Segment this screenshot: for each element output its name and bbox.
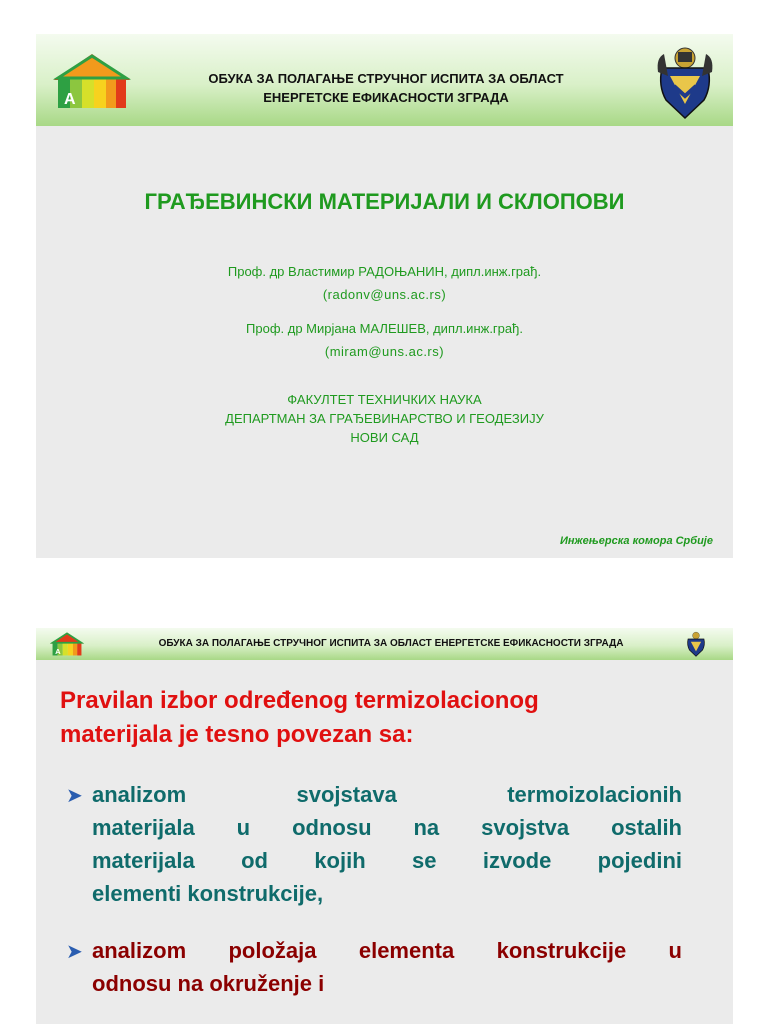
- presentation-title: ГРАЂЕВИНСКИ МАТЕРИЈАЛИ И СКЛОПОВИ: [144, 189, 625, 214]
- slide-heading-line2: materijala je tesno povezan sa:: [60, 721, 414, 748]
- institution-line2: ДЕПАРТМАН ЗА ГРАЂЕВИНАРСТВО И ГЕОДЕЗИЈУ: [225, 411, 544, 426]
- author-1-email: (radonv@uns.ac.rs): [322, 287, 447, 302]
- header-title-line2: ЕНЕРГЕТСКЕ ЕФИКАСНОСТИ ЗГРАДА: [263, 90, 509, 105]
- slide-header: [36, 34, 733, 126]
- chamber-crest-icon: [656, 46, 714, 122]
- slide-header: [36, 628, 733, 660]
- bullet-1-line1: analizom svojstava termoizolacionih: [92, 782, 682, 807]
- content-slide: [36, 628, 733, 1024]
- bullet-2-line2: odnosu na okruženje i: [92, 971, 325, 996]
- logo-letter: A: [55, 646, 61, 656]
- institution-line3: НОВИ САД: [350, 430, 419, 445]
- slide-heading: [60, 684, 700, 752]
- institution-line1: ФАКУЛТЕТ ТЕХНИЧКИХ НАУКА: [287, 392, 482, 407]
- bullet-item-2: [66, 934, 682, 1000]
- chamber-crest-icon: [686, 631, 706, 658]
- institution: [36, 390, 733, 447]
- header-title-line1: ОБУКА ЗА ПОЛАГАЊЕ СТРУЧНОГ ИСПИТА ЗА ОБЛАСТ: [208, 71, 564, 86]
- bullet-1-line3: materijala od kojih se izvode pojedini: [92, 848, 682, 873]
- energy-house-logo-icon: [52, 52, 132, 110]
- energy-house-logo-icon: [50, 631, 84, 657]
- arrow-bullet-icon: ➤: [66, 941, 83, 963]
- author-2: Проф. др Мирјана МАЛЕШЕВ, дипл.инж.грађ.: [246, 321, 523, 336]
- logo-letter: A: [64, 91, 76, 108]
- bullet-item-1: [66, 778, 682, 910]
- header-title: [156, 69, 616, 107]
- arrow-bullet-icon: ➤: [66, 785, 83, 807]
- author-2-email: (miram@uns.ac.rs): [324, 344, 445, 359]
- bullet-1-line4: elementi konstrukcije,: [92, 881, 324, 906]
- slide-footer: Инжењерска комора Србије: [560, 535, 713, 547]
- bullet-2-line1: analizom položaja elementa konstrukcije u: [92, 938, 682, 963]
- header-title: ОБУКА ЗА ПОЛАГАЊЕ СТРУЧНОГ ИСПИТА ЗА ОБЛАСТ ЕНЕРГЕТСКЕ ЕФИКАСНОСТИ ЗГРАДА: [158, 638, 624, 649]
- title-slide: [36, 34, 733, 558]
- bullet-1-line2: materijala u odnosu na svojstva ostalih: [92, 815, 682, 840]
- author-1: Проф. др Властимир РАДОЊАНИН, дипл.инж.грађ.: [227, 264, 542, 279]
- slide-heading-line1: Pravilan izbor određenog termizolacionog: [60, 687, 539, 714]
